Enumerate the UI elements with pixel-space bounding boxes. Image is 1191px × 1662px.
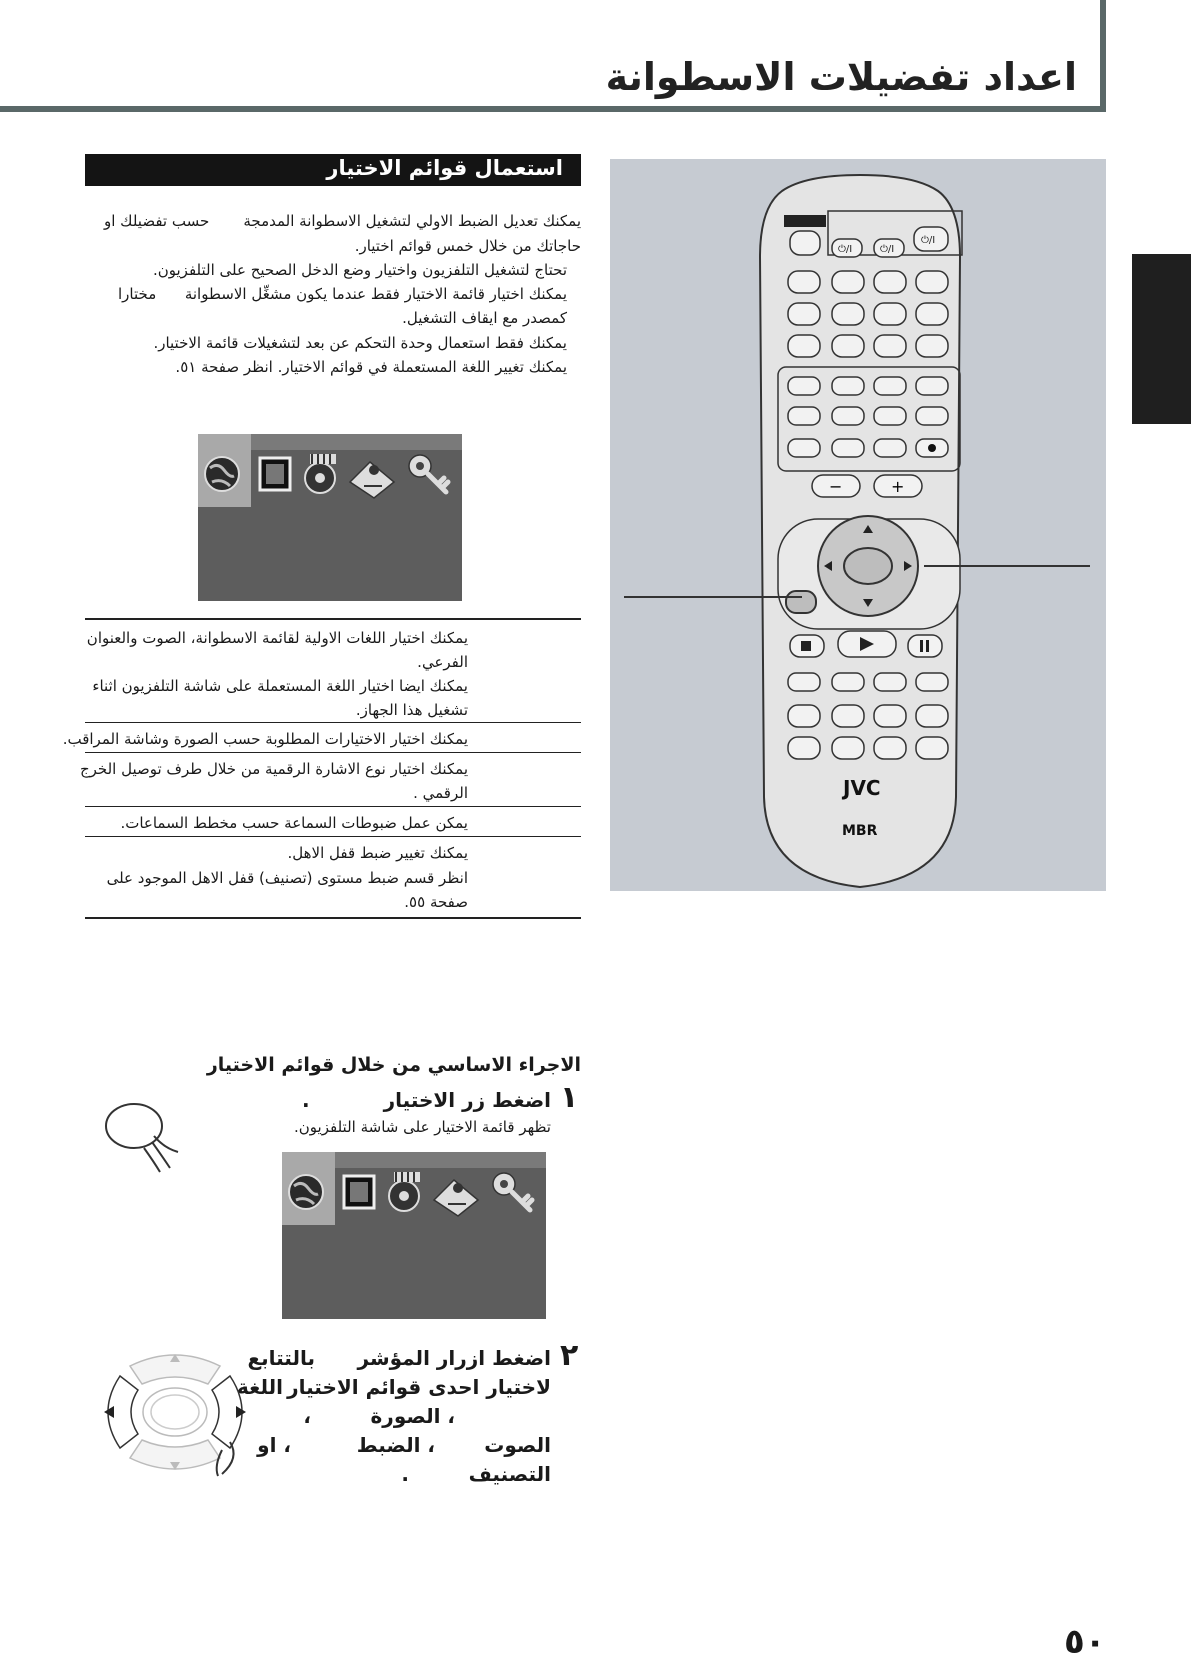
table-row-5-line-1: يمكنك تغيير ضبط قفل الاهل.: [287, 844, 468, 862]
step-2-number: ٢: [560, 1338, 579, 1373]
table-row-1-line-4: تشغيل هذا الجهاز.: [355, 701, 468, 719]
step-2-line-1b: بالتتابع: [247, 1346, 315, 1370]
table-row-1-line-1: يمكنك اختيار اللغات الاولية لقائمة الاسطوانة، الصوت والعنوان: [86, 629, 468, 647]
intro-line-7: يمكنك تغيير اللغة المستعملة في قوائم الاختيار. انظر صفحة ٥١.: [175, 358, 567, 376]
key-icon: [493, 1173, 532, 1210]
disc-speaker-icon: [305, 454, 336, 493]
disc-speaker-icon: [389, 1172, 420, 1211]
remote-sub-logo: MBR: [842, 823, 878, 839]
table-row-1-line-2: الفرعي.: [417, 653, 468, 671]
step-2-line-2a: لاختيار احدى قوائم الاختيار: [287, 1375, 551, 1399]
monitor-icon: [260, 458, 290, 490]
key-icon: [409, 455, 448, 492]
svg-text:+: +: [891, 477, 905, 496]
section-title: استعمال قوائم الاختيار: [326, 156, 563, 180]
step-2-line-1a: اضغط ازرار المؤشر: [357, 1346, 551, 1370]
menu-icons: [198, 434, 462, 514]
section-title-bar: [85, 154, 581, 186]
svg-text:⏻/I: ⏻/I: [921, 235, 936, 246]
table-row-2-line-1: يمكنك اختيار الاختيارات المطلوبة حسب الصورة وشاشة المراقب.: [62, 730, 468, 748]
side-thumb-tab: [1132, 254, 1191, 424]
intro-line-3: تحتاج لتشغيل التلفزيون واختيار وضع الدخل الصحيح على التلفزيون.: [152, 261, 567, 279]
intro-line-4: يمكنك اختيار قائمة الاختيار فقط عندما يكون مشغِّل الاسطوانة: [184, 285, 567, 303]
intro-line-1-tail: حسب تفضيلك او: [104, 212, 210, 230]
header-rule-vertical: [1100, 0, 1106, 112]
remote-button: [790, 231, 820, 255]
step-1-subtext: تظهر قائمة الاختيار على شاشة التلفزيون.: [294, 1118, 551, 1136]
step-2-line-5b: .: [401, 1462, 409, 1486]
table-row-5-line-2: انظر قسم ضبط مستوى (تصنيف) قفل الاهل الموجود على: [106, 869, 468, 887]
table-rule-bottom: [85, 917, 581, 919]
callout-line-right: [924, 565, 1090, 567]
step-2-line-4a: الصوت: [484, 1433, 551, 1457]
page-number: ٥٠: [1064, 1622, 1106, 1662]
table-rule: [85, 722, 581, 723]
cursor-buttons-icon: [90, 1346, 260, 1478]
step-2-line-4b: ، الضبط: [356, 1433, 435, 1457]
step-2-line-5a: التصنيف: [468, 1462, 551, 1486]
procedure-title: الاجراء الاساسي من خلال قوائم الاختيار: [206, 1054, 581, 1076]
step-2-line-2b: اللغة: [237, 1375, 283, 1399]
step-1-dot: .: [302, 1088, 310, 1112]
remote-control-illustration: [610, 159, 1106, 891]
intro-line-4-tail: مختارا: [118, 285, 157, 303]
choice-button: [786, 591, 816, 613]
step-2-line-3b: ،: [303, 1404, 311, 1428]
setup-menu-screenshot: [198, 434, 462, 601]
step-2-line-4c: ، او: [257, 1433, 291, 1457]
table-row-5-line-3: صفحة ٥٥.: [404, 893, 468, 911]
intro-line-6: يمكنك فقط استعمال وحدة التحكم عن بعد لتشغيلات قائمة الاختيار.: [153, 334, 567, 352]
remote-label-block: [784, 215, 826, 227]
monitor-icon: [344, 1176, 374, 1208]
globe-icon: [289, 1175, 323, 1209]
setup-tools-icon: [434, 1180, 478, 1216]
setup-menu-screenshot-2: [282, 1152, 546, 1319]
intro-line-1: يمكنك تعديل الضبط الاولي لتشغيل الاسطوانة المدمجة: [243, 212, 581, 230]
remote-brand-logo: JVC: [843, 776, 881, 800]
intro-line-2: حاجاتك من خلال خمس قوائم اختيار.: [354, 237, 581, 255]
table-row-3-line-1: يمكنك اختيار نوع الاشارة الرقمية من خلال طرف توصيل الخرج: [79, 760, 468, 778]
step-1-number: ١: [560, 1080, 579, 1115]
hand-press-icon: [100, 1096, 186, 1176]
globe-icon: [205, 457, 239, 491]
header-rule: [0, 106, 1106, 112]
table-rule-top: [85, 618, 581, 620]
table-row-1-line-3: يمكنك ايضا اختيار اللغة المستعملة على شاشة التلفزيون اثناء: [92, 677, 468, 695]
svg-text:⏻/I: ⏻/I: [880, 244, 895, 255]
step-2-line-3a: ، الصورة: [370, 1404, 455, 1428]
svg-text:⏻/I: ⏻/I: [838, 244, 853, 255]
step-1-text: اضغط زر الاختيار: [383, 1088, 551, 1112]
table-rule: [85, 836, 581, 837]
table-rule: [85, 752, 581, 753]
menu-icons: [282, 1152, 546, 1232]
table-row-3-line-2: الرقمي .: [413, 784, 468, 802]
intro-line-5: كمصدر مع ايقاف التشغيل.: [402, 309, 567, 327]
svg-text:−: −: [829, 477, 843, 496]
callout-line-left: [624, 596, 802, 598]
page-title: اعداد تفضيلات الاسطوانة: [605, 55, 1077, 99]
table-rule: [85, 806, 581, 807]
table-row-4-line-1: يمكن عمل ضبوطات السماعة حسب مخطط السماعات.: [120, 814, 468, 832]
setup-tools-icon: [350, 462, 394, 498]
enter-button: [844, 548, 892, 584]
